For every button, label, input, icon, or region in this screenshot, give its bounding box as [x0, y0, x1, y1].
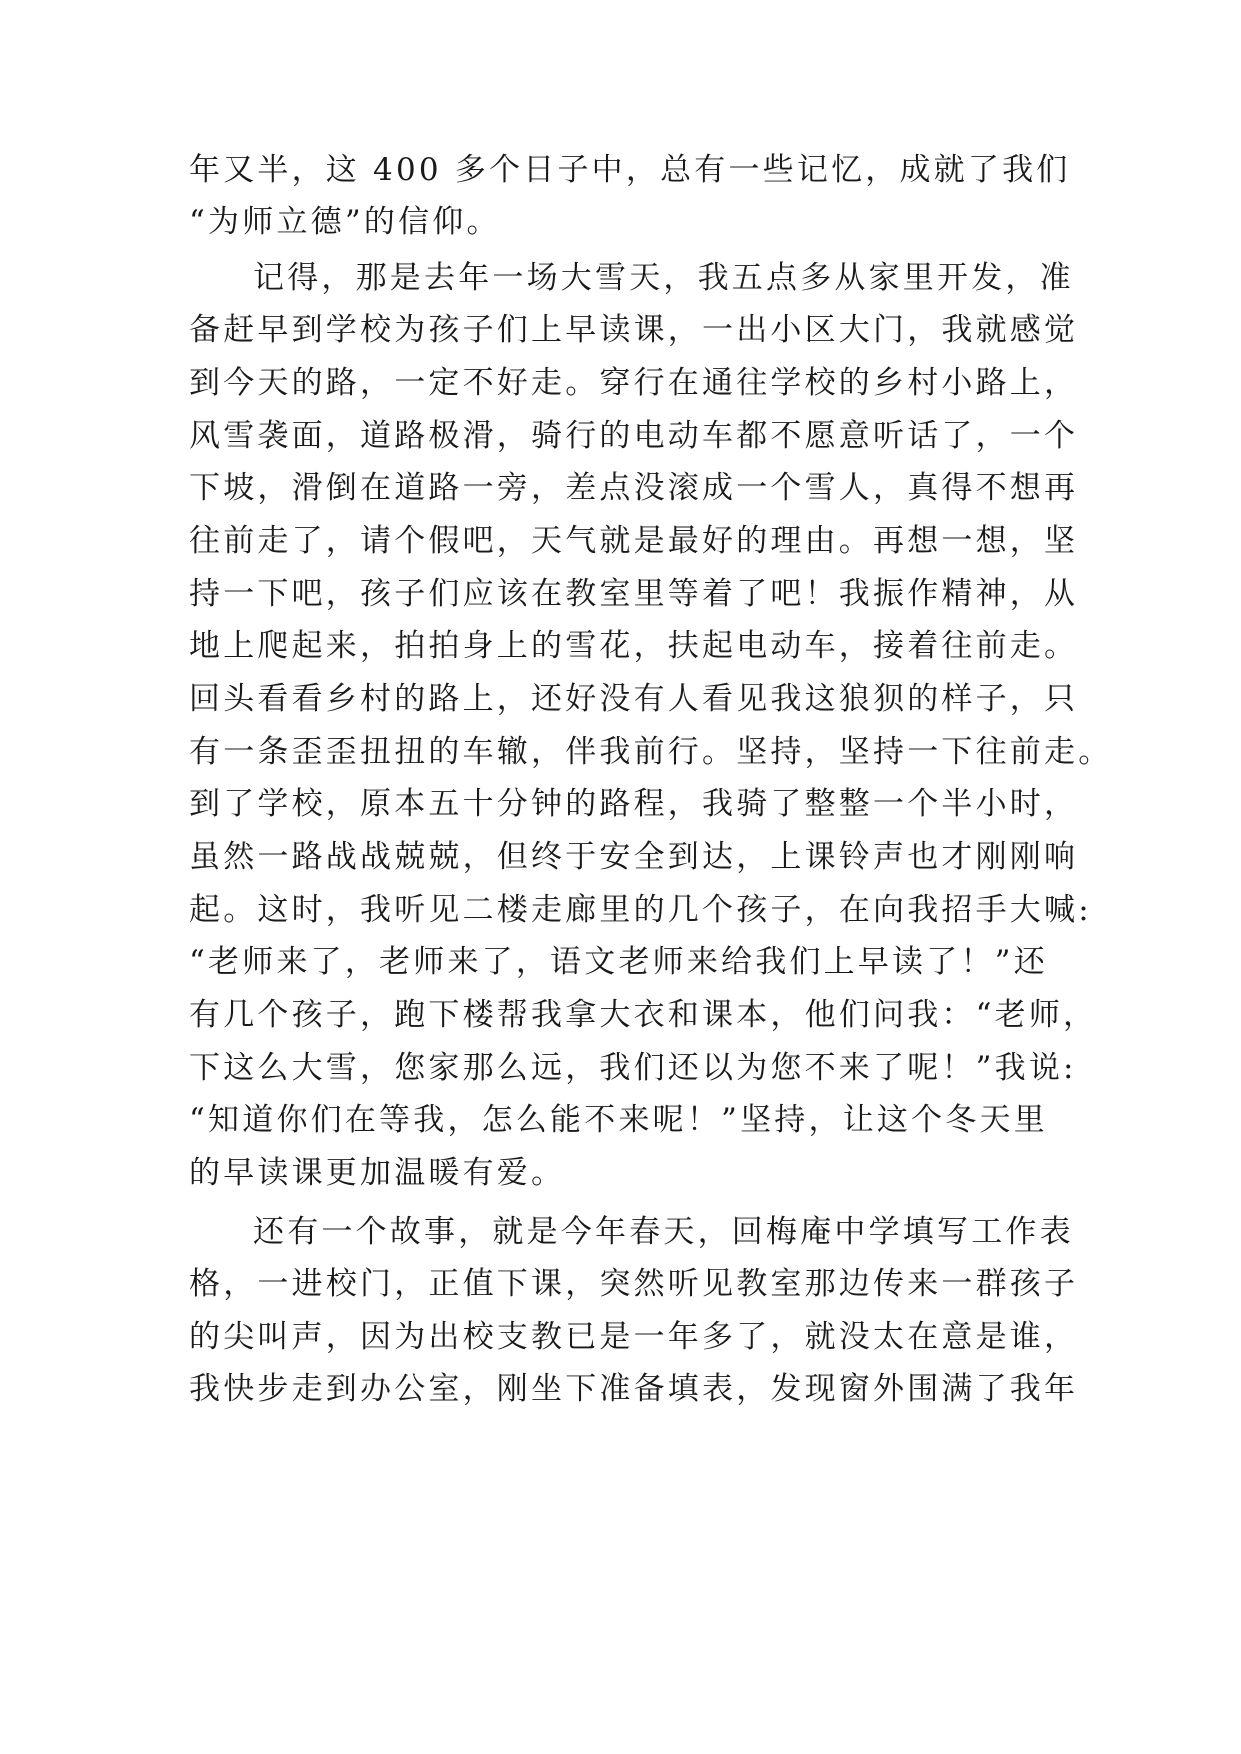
paragraph-start-line: 记得，那是去年一场大雪天，我五点多从家里开发，准: [253, 260, 1074, 296]
text-line: 年又半，这 400 多个日子中，总有一些记忆，成就了我们: [189, 152, 1071, 188]
text-line: 有几个孩子，跑下楼帮我拿大衣和课本，他们问我：“老师，: [189, 997, 1098, 1033]
text-line: 持一下吧，孩子们应该在教室里等着了吧！我振作精神，从: [189, 576, 1079, 612]
text-line: 的早读课更加温暖有爱。: [189, 1155, 566, 1191]
text-line: 风雪袭面，道路极滑，骑行的电动车都不愿意听话了，一个: [189, 418, 1079, 454]
text-line: “老师来了，老师来了，语文老师来给我们上早读了！”还: [189, 944, 1048, 980]
text-line: 地上爬起来，拍拍身上的雪花，扶起电动车，接着往前走。: [189, 628, 1079, 664]
text-line: 下坡，滑倒在道路一旁，差点没滚成一个雪人，真得不想再: [189, 470, 1079, 506]
text-line: 我快步走到办公室，刚坐下准备填表，发现窗外围满了我年: [189, 1371, 1079, 1407]
text-line: 备赶早到学校为孩子们上早读课，一出小区大门，我就感觉: [189, 312, 1079, 348]
text-line: 到了学校，原本五十分钟的路程，我骑了整整一个半小时，: [189, 786, 1079, 822]
text-line: 起。这时，我听见二楼走廊里的几个孩子，在向我招手大喊:: [189, 892, 1092, 928]
text-line: 有一条歪歪扭扭的车辙，伴我前行。坚持，坚持一下往前走。: [189, 734, 1113, 770]
text-line: “为师立德”的信仰。: [189, 204, 501, 240]
text-line: 回头看看乡村的路上，还好没有人看见我这狼狈的样子，只: [189, 681, 1079, 717]
text-line: 的尖叫声，因为出校支教已是一年多了，就没太在意是谁，: [189, 1319, 1079, 1355]
text-line: 到今天的路，一定不好走。穿行在通往学校的乡村小路上，: [189, 365, 1079, 401]
text-line: 下这么大雪，您家那么远，我们还以为您不来了呢！”我说:: [189, 1050, 1077, 1086]
text-line: 虽然一路战战兢兢，但终于安全到达，上课铃声也才刚刚响: [189, 839, 1079, 875]
text-line: 格，一进校门，正值下课，突然听见教室那边传来一群孩子: [189, 1266, 1079, 1302]
text-line: “知道你们在等我，怎么能不来呢！”坚持，让这个冬天里: [189, 1102, 1048, 1138]
paragraph-start-line: 还有一个故事，就是今年春天，回梅庵中学填写工作表: [253, 1214, 1074, 1250]
text-line: 往前走了，请个假吧，天气就是最好的理由。再想一想，坚: [189, 523, 1079, 559]
